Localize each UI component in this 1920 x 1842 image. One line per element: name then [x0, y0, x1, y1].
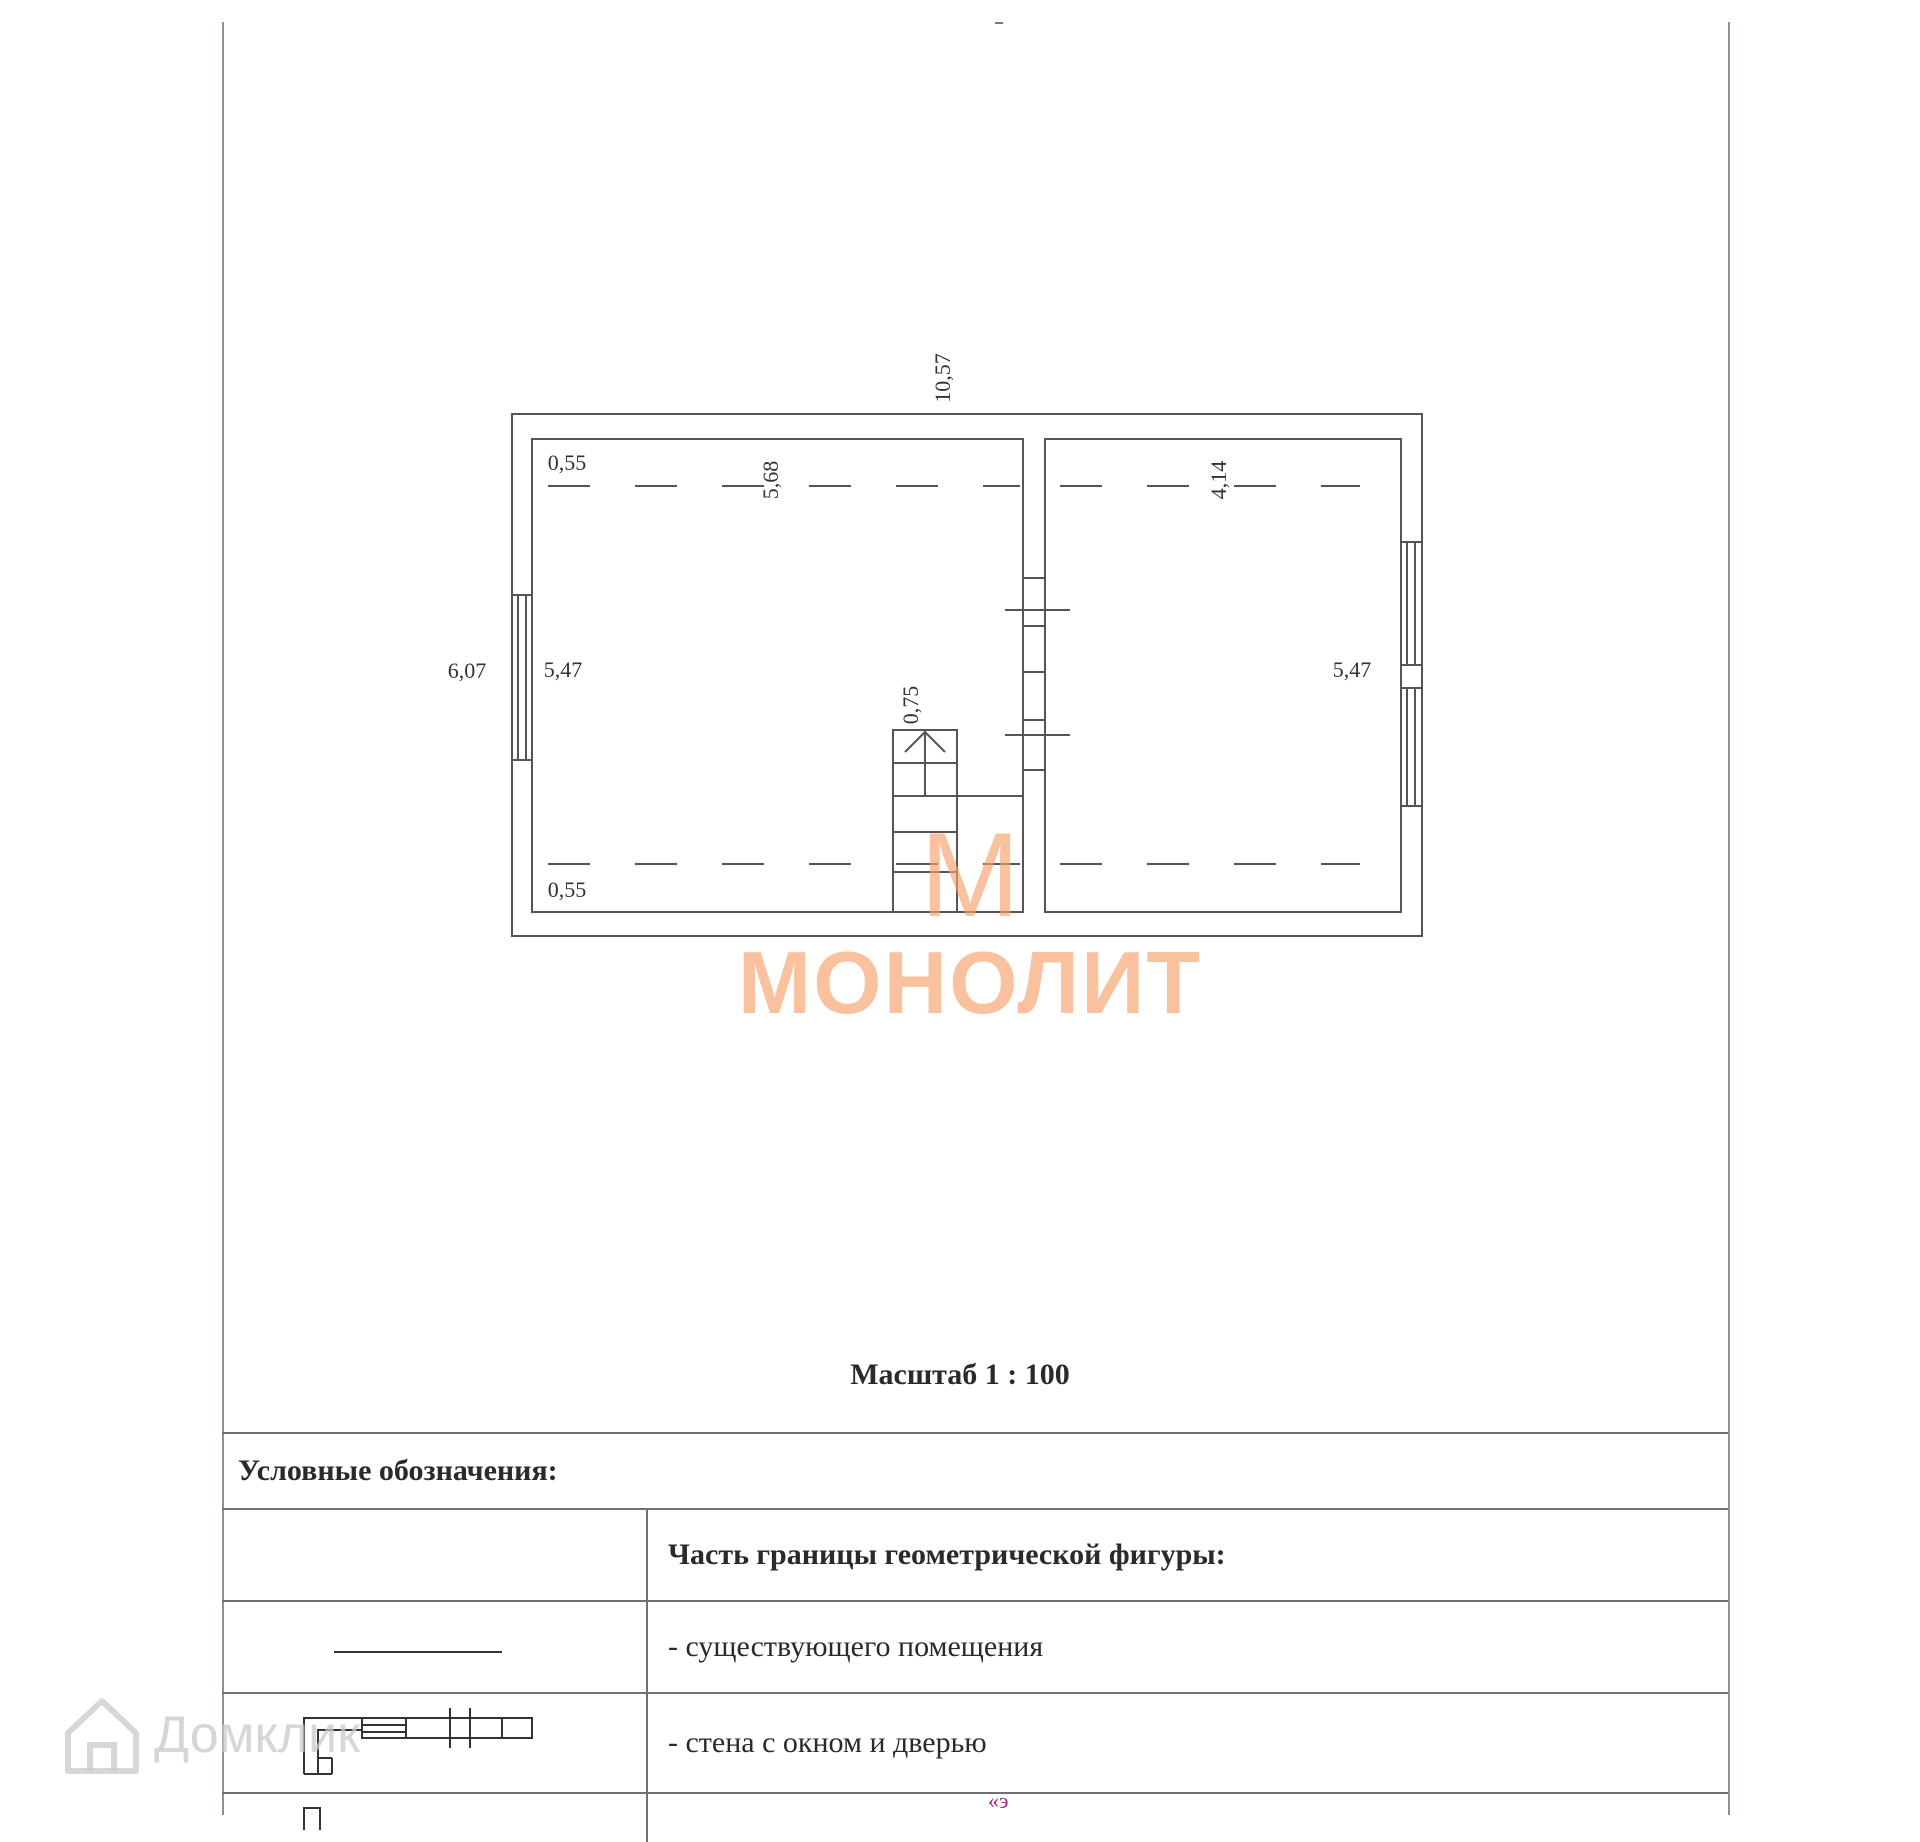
partition-doors	[1005, 578, 1070, 770]
right-window-upper	[1401, 542, 1422, 665]
overall-width-label: 6,07	[447, 658, 487, 683]
legend-item-text	[647, 1793, 1728, 1842]
watermark-brand-name: МОНОЛИТ	[737, 933, 1203, 1032]
solid-line-symbol	[334, 1651, 502, 1653]
legend-item-text: - стена с окном и дверью	[647, 1693, 1728, 1793]
legend-row	[222, 1793, 1728, 1842]
top-offset-label: 0,55	[547, 450, 587, 475]
legend-header-row	[222, 1509, 1728, 1601]
legend-row	[222, 1693, 1728, 1793]
legend-symbol-cell	[222, 1793, 647, 1842]
legend-header-symbol-cell	[222, 1509, 647, 1601]
scale-caption: Масштаб 1 : 100	[850, 1358, 1070, 1391]
legend-title-row	[222, 1433, 1728, 1509]
stamp-mark: «э	[988, 1788, 1009, 1813]
house-icon	[62, 1693, 142, 1777]
left-window	[512, 595, 532, 760]
room-2-width-label: 5,47	[1332, 657, 1372, 682]
domclick-watermark	[62, 1690, 360, 1780]
legend-table	[222, 1432, 1728, 1842]
stair-width-label: 0,75	[898, 685, 923, 725]
monolit-watermark	[700, 808, 1240, 1045]
partial-symbol	[222, 1794, 646, 1834]
bottom-offset-label: 0,55	[547, 877, 587, 902]
legend-item-text: - существующего помещения	[647, 1601, 1728, 1693]
room-1-length-label: 5,68	[758, 460, 783, 500]
watermark-letter: М	[920, 808, 1020, 942]
legend-symbol-cell	[222, 1601, 647, 1693]
legend-title: Условные обозначения:	[222, 1433, 1728, 1509]
legend-header-text: Часть границы геометрической фигуры:	[647, 1509, 1728, 1601]
legend-row	[222, 1601, 1728, 1693]
domclick-label: Домклик	[154, 1706, 360, 1764]
room-1-width-label: 5,47	[543, 657, 583, 682]
right-window-lower	[1401, 688, 1422, 806]
room-2-length-label: 4,14	[1206, 460, 1231, 500]
overall-length-label: 10,57	[930, 353, 955, 403]
